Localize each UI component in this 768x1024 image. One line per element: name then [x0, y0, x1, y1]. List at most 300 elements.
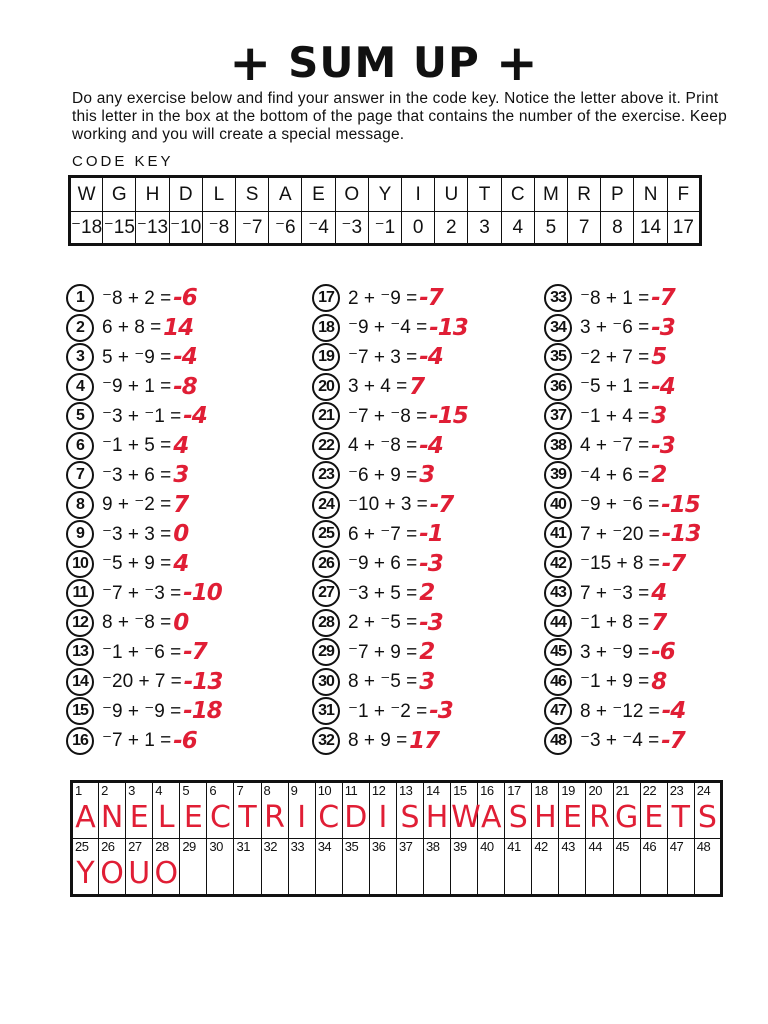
answer-box [451, 782, 481, 839]
problem-expression: ⁻1 + 4 = [580, 405, 650, 427]
problem-item [66, 284, 296, 314]
problem-expression: ⁻9 + ⁻6 = [580, 494, 660, 515]
problem-item [66, 491, 296, 521]
code-key-number: 17 [667, 212, 700, 245]
handwritten-answer: -15 [661, 491, 700, 518]
code-key-number: ⁻10 [169, 212, 202, 245]
problem-expression: 8 + 9 = [348, 729, 408, 751]
problem-number: 6 [66, 432, 94, 460]
answer-box [153, 839, 180, 896]
answer-box-number: 23 [669, 783, 684, 798]
problem-item [544, 343, 768, 373]
answer-box [396, 782, 423, 839]
code-key-letter: F [667, 177, 700, 212]
code-key-letter: L [202, 177, 235, 212]
handwritten-answer: -7 [651, 285, 675, 311]
problem-number: 8 [66, 491, 94, 519]
answer-box-number: 1 [75, 783, 82, 798]
problem-item [544, 638, 768, 668]
handwritten-answer: -4 [419, 432, 443, 459]
handwritten-answer: 8 [651, 668, 667, 695]
handwritten-answer: 7 [173, 491, 189, 518]
answer-box-letter: T [238, 800, 257, 835]
plus-icon: + [229, 34, 273, 92]
problem-number: 16 [66, 727, 94, 755]
handwritten-answer: -4 [661, 698, 686, 724]
problem-expression: 3 + ⁻6 = [580, 317, 650, 338]
answer-box-letter: A [75, 800, 96, 835]
answer-box-letter: N [100, 800, 124, 835]
problem-item [544, 491, 768, 521]
handwritten-answer: -4 [651, 373, 675, 400]
handwritten-answer: -7 [183, 639, 207, 665]
problem-expression: 3 + ⁻9 = [580, 641, 650, 663]
problem-number: 24 [312, 491, 340, 519]
answer-box-number: 18 [534, 783, 548, 798]
problem-expression: 2 + ⁻9 = [348, 287, 418, 309]
handwritten-answer: 0 [173, 609, 189, 636]
answer-box [667, 839, 694, 896]
answer-box-letter: T [671, 800, 690, 835]
answer-box-number: 30 [209, 839, 223, 854]
answer-box-number: 24 [696, 783, 711, 798]
answer-box-letter: A [480, 800, 502, 835]
problem-item [544, 461, 768, 491]
problem-item [66, 727, 296, 757]
answer-box-letter: C [209, 800, 231, 835]
problem-item [312, 402, 542, 432]
answer-box [207, 839, 234, 896]
problem-number: 45 [544, 638, 572, 666]
answer-box-letter: W [451, 800, 481, 835]
handwritten-answer: -6 [173, 285, 197, 311]
problem-number: 41 [544, 520, 572, 548]
answer-box-letter: I [297, 800, 307, 835]
code-key-letter: A [269, 177, 302, 212]
code-key-letter: Y [368, 177, 401, 212]
code-key-letter: M [534, 177, 567, 212]
answer-box [640, 839, 667, 896]
problem-number: 33 [544, 284, 572, 312]
answer-box-number: 42 [534, 839, 548, 854]
code-key-letter: P [601, 177, 634, 212]
answer-box-letter: E [562, 800, 582, 835]
answer-box-letter: O [100, 856, 124, 891]
answer-box-number: 17 [507, 783, 521, 798]
problem-item [312, 314, 542, 344]
problem-number: 27 [312, 579, 340, 607]
answer-box-number: 45 [615, 839, 630, 854]
answer-box [694, 839, 721, 896]
problem-item [312, 520, 542, 550]
problem-item [544, 609, 768, 639]
answer-box [99, 839, 126, 896]
answer-box [234, 839, 261, 896]
problem-number: 11 [66, 579, 94, 607]
problem-item [544, 284, 768, 314]
problem-column-3 [544, 284, 768, 756]
problem-item [312, 638, 542, 668]
problem-number: 30 [312, 668, 340, 696]
handwritten-answer: -13 [661, 521, 701, 547]
problem-item [544, 727, 768, 757]
problem-number: 26 [312, 550, 340, 578]
problem-column-1 [66, 284, 296, 756]
answer-box-number: 47 [669, 839, 684, 854]
problem-expression: ⁻1 + ⁻2 = [348, 700, 428, 722]
problem-number: 20 [312, 373, 340, 401]
problem-number: 48 [544, 727, 572, 755]
answer-box-number: 12 [371, 783, 386, 798]
answer-box-letter: E [129, 800, 149, 835]
answer-box-number: 8 [263, 783, 271, 798]
problem-number: 34 [544, 314, 572, 342]
answer-box-number: 13 [398, 783, 413, 798]
problem-expression: 5 + ⁻9 = [102, 346, 172, 368]
problem-number: 25 [312, 520, 340, 548]
problem-item [544, 432, 768, 462]
problem-number: 5 [66, 402, 94, 430]
answer-box [288, 782, 315, 839]
code-key-number: 5 [534, 212, 567, 245]
answer-box [586, 782, 613, 839]
problem-number: 31 [312, 697, 340, 725]
handwritten-answer: -4 [419, 344, 443, 370]
code-key-number: ⁻13 [136, 212, 169, 245]
problem-expression: ⁻6 + 9 = [348, 464, 418, 486]
answer-box-number: 39 [453, 839, 467, 854]
answer-box-letter: C [318, 800, 340, 835]
answer-box-number: 2 [101, 783, 108, 798]
answer-box [234, 782, 261, 839]
problem-expression: 6 + ⁻7 = [348, 523, 418, 545]
answer-box-letter: H [534, 800, 557, 835]
answer-box [559, 839, 586, 896]
problem-expression: ⁻9 + 1 = [102, 376, 172, 397]
answer-box [559, 782, 586, 839]
answer-box-number: 5 [182, 783, 190, 798]
code-key-number: ⁻15 [103, 212, 136, 245]
problem-number: 23 [312, 461, 340, 489]
problem-expression: ⁻7 + ⁻3 = [102, 582, 182, 604]
code-key-letter: E [302, 177, 335, 212]
problem-item [312, 727, 542, 757]
code-key-letter: T [468, 177, 501, 212]
answer-box-number: 29 [182, 839, 196, 854]
problem-number: 22 [312, 432, 340, 460]
answer-box [505, 782, 532, 839]
code-key-number: 14 [634, 212, 667, 245]
answer-box [478, 782, 505, 839]
problem-item [66, 668, 296, 698]
problem-item [312, 343, 542, 373]
answer-box-letter: H [425, 800, 449, 835]
answer-box-letter: D [344, 800, 368, 835]
problem-item [312, 668, 542, 698]
problem-number: 35 [544, 343, 572, 371]
answer-box-number: 31 [236, 839, 250, 854]
code-key-numbers-row [70, 212, 701, 245]
answer-box-number: 25 [75, 839, 89, 854]
problem-item [544, 373, 768, 403]
answer-box-number: 11 [344, 783, 358, 798]
answer-box-number: 10 [317, 783, 332, 798]
problem-expression: ⁻9 + ⁻9 = [102, 700, 182, 722]
answer-box [451, 839, 478, 896]
problem-expression: ⁻9 + 6 = [348, 553, 418, 574]
answer-box [369, 839, 396, 896]
code-key-number: 7 [568, 212, 601, 245]
code-key-number: 8 [601, 212, 634, 245]
answer-box-letter: E [183, 800, 203, 835]
code-key-letter: R [568, 177, 601, 212]
handwritten-answer: 0 [173, 521, 189, 547]
problem-expression: ⁻7 + 9 = [348, 641, 418, 663]
problem-item [312, 491, 542, 521]
handwritten-answer: -18 [183, 698, 222, 724]
problem-item [544, 668, 768, 698]
code-key-letter: W [70, 177, 103, 212]
handwritten-answer: 3 [651, 403, 667, 429]
answer-box-number: 21 [615, 783, 630, 798]
answer-box-number: 48 [696, 839, 711, 854]
answer-box-letter: Y [76, 856, 95, 891]
problem-item [66, 609, 296, 639]
problem-number: 13 [66, 638, 94, 666]
answer-box [180, 782, 207, 839]
answer-box [424, 839, 451, 896]
problem-number: 18 [312, 314, 340, 342]
code-key-number: 4 [501, 212, 534, 245]
problem-expression: ⁻5 + 1 = [580, 376, 650, 397]
code-key-letter: I [402, 177, 435, 212]
problem-number: 46 [544, 668, 572, 696]
answer-box [505, 839, 532, 896]
problem-number: 15 [66, 697, 94, 725]
answer-box-number: 43 [561, 839, 575, 854]
problem-number: 36 [544, 373, 572, 401]
answer-box-number: 20 [588, 783, 602, 798]
problem-item [312, 284, 542, 314]
answer-box-number: 33 [290, 839, 305, 854]
answer-box-number: 44 [588, 839, 602, 854]
answer-box-number: 28 [155, 839, 169, 854]
handwritten-answer: 3 [419, 668, 435, 695]
problem-number: 3 [66, 343, 94, 371]
handwritten-answer: 4 [651, 580, 667, 606]
code-key-number: ⁻6 [269, 212, 302, 245]
problem-number: 9 [66, 520, 94, 548]
answer-box-letter: R [589, 800, 610, 835]
code-key-number: ⁻7 [236, 212, 269, 245]
problem-item [312, 550, 542, 580]
handwritten-answer: -7 [661, 550, 686, 577]
code-key-letters-row [70, 177, 701, 212]
handwritten-answer: -3 [651, 432, 675, 459]
answer-box-number: 46 [642, 839, 657, 854]
problem-expression: ⁻3 + ⁻4 = [580, 730, 660, 751]
problem-number: 19 [312, 343, 340, 371]
problem-expression: ⁻7 + ⁻8 = [348, 405, 428, 427]
problem-number: 12 [66, 609, 94, 637]
handwritten-answer: 4 [173, 550, 189, 577]
problem-expression: ⁻9 + ⁻4 = [348, 317, 428, 338]
answer-box [478, 839, 505, 896]
code-key-number: ⁻3 [335, 212, 368, 245]
problem-expression: ⁻7 + 1 = [102, 730, 172, 751]
answer-box-number: 15 [453, 783, 467, 798]
answer-box-number: 6 [209, 783, 217, 798]
answer-box-number: 38 [426, 839, 440, 854]
answer-box-letter: U [128, 856, 151, 891]
handwritten-answer: -10 [183, 580, 222, 606]
answer-box-number: 37 [398, 839, 413, 854]
problem-item [312, 373, 542, 403]
problem-expression: 9 + ⁻2 = [102, 494, 172, 515]
answer-box [153, 782, 180, 839]
answer-box [613, 782, 640, 839]
problem-expression: ⁻1 + ⁻6 = [102, 641, 182, 663]
problem-expression: ⁻5 + 9 = [102, 553, 172, 574]
answer-box [532, 782, 559, 839]
code-key-letter: D [169, 177, 202, 212]
problem-number: 44 [544, 609, 572, 637]
problem-item [66, 697, 296, 727]
problem-item [66, 579, 296, 609]
problem-expression: ⁻3 + 6 = [102, 464, 172, 486]
answer-box-number: 19 [561, 783, 575, 798]
problem-item [312, 579, 542, 609]
handwritten-answer: 17 [409, 727, 440, 754]
answer-box [342, 782, 369, 839]
problem-item [312, 461, 542, 491]
problem-expression: ⁻4 + 6 = [580, 464, 650, 486]
problem-expression: ⁻1 + 5 = [102, 435, 172, 456]
handwritten-answer: 7 [651, 609, 667, 636]
problem-expression: ⁻20 + 7 = [102, 671, 182, 692]
answer-box [640, 782, 667, 839]
problem-number: 47 [544, 697, 572, 725]
answer-box [261, 839, 288, 896]
title-text: SUM UP [288, 38, 480, 87]
handwritten-answer: -13 [429, 314, 468, 341]
problem-item [544, 550, 768, 580]
answer-box [261, 782, 288, 839]
answer-box [126, 782, 153, 839]
answer-box-number: 35 [344, 839, 359, 854]
answer-box [180, 839, 207, 896]
problem-number: 39 [544, 461, 572, 489]
answer-box-number: 27 [128, 839, 142, 854]
problem-item [66, 461, 296, 491]
answer-boxes [70, 780, 723, 897]
problem-item [544, 697, 768, 727]
problem-item [66, 638, 296, 668]
code-key-letter: S [236, 177, 269, 212]
answer-box-number: 40 [480, 839, 494, 854]
code-key-label: CODE KEY [72, 153, 174, 170]
answer-box-letter: I [378, 800, 388, 835]
handwritten-answer: -6 [173, 727, 197, 754]
problem-item [66, 343, 296, 373]
problem-expression: 8 + ⁻8 = [102, 612, 172, 633]
answer-box-number: 4 [155, 783, 162, 798]
handwritten-answer: -3 [429, 698, 453, 724]
code-key-letter: H [136, 177, 169, 212]
problem-expression: 8 + ⁻12 = [580, 700, 660, 722]
problem-item [66, 373, 296, 403]
problem-number: 1 [66, 284, 94, 312]
problem-expression: 6 + 8 = [102, 316, 162, 338]
problem-expression: 2 + ⁻5 = [348, 612, 418, 633]
answer-box [667, 782, 694, 839]
answer-box [99, 782, 126, 839]
handwritten-answer: -1 [419, 521, 443, 547]
instructions: Do any exercise below and find your answer in the code key. Notice the letter above it. Print this letter in the box at the bottom of the page that contains the number of the exercise. Keep working and you will create a special message. [72, 90, 727, 143]
answer-box [532, 839, 559, 896]
worksheet-title [0, 34, 768, 92]
answer-box [126, 839, 153, 896]
code-key-letter: N [634, 177, 667, 212]
answer-box-number: 36 [371, 839, 386, 854]
answer-box [586, 839, 613, 896]
problem-number: 2 [66, 314, 94, 342]
answer-box-number: 41 [507, 839, 521, 854]
problem-item [66, 520, 296, 550]
problem-number: 17 [312, 284, 340, 312]
problem-expression: ⁻3 + ⁻1 = [102, 405, 182, 427]
answer-box [694, 782, 721, 839]
handwritten-answer: -7 [661, 727, 685, 754]
problem-expression: ⁻15 + 8 = [580, 553, 660, 574]
handwritten-answer: 4 [173, 432, 189, 459]
problem-expression: ⁻3 + 5 = [348, 582, 418, 604]
answer-box-letter: S [508, 800, 528, 835]
answer-box-number: 9 [290, 783, 298, 798]
handwritten-answer: 7 [409, 373, 425, 400]
answer-boxes-row-1 [72, 782, 722, 839]
code-key-letter: O [335, 177, 368, 212]
problem-expression: 3 + 4 = [348, 375, 408, 397]
problem-item [544, 520, 768, 550]
handwritten-answer: 5 [651, 344, 667, 370]
problem-item [66, 432, 296, 462]
answer-box-number: 3 [128, 783, 135, 798]
answer-box-number: 7 [236, 783, 244, 798]
answer-box-number: 16 [480, 783, 494, 798]
answer-box [72, 839, 99, 896]
answer-box [72, 782, 99, 839]
answer-box-letter: O [154, 856, 179, 891]
problem-expression: ⁻1 + 8 = [580, 612, 650, 633]
problem-number: 38 [544, 432, 572, 460]
problem-number: 4 [66, 373, 94, 401]
answer-box-letter: R [264, 800, 286, 835]
handwritten-answer: -3 [419, 609, 443, 636]
problem-item [544, 579, 768, 609]
answer-box-number: 14 [426, 783, 440, 798]
problem-number: 14 [66, 668, 94, 696]
problem-expression: 7 + ⁻20 = [580, 523, 660, 545]
problem-number: 29 [312, 638, 340, 666]
problem-item [66, 550, 296, 580]
problem-number: 32 [312, 727, 340, 755]
answer-box-number: 26 [101, 839, 115, 854]
problem-item [544, 314, 768, 344]
handwritten-answer: -4 [173, 344, 197, 370]
code-key-letter: U [435, 177, 468, 212]
problem-item [312, 432, 542, 462]
